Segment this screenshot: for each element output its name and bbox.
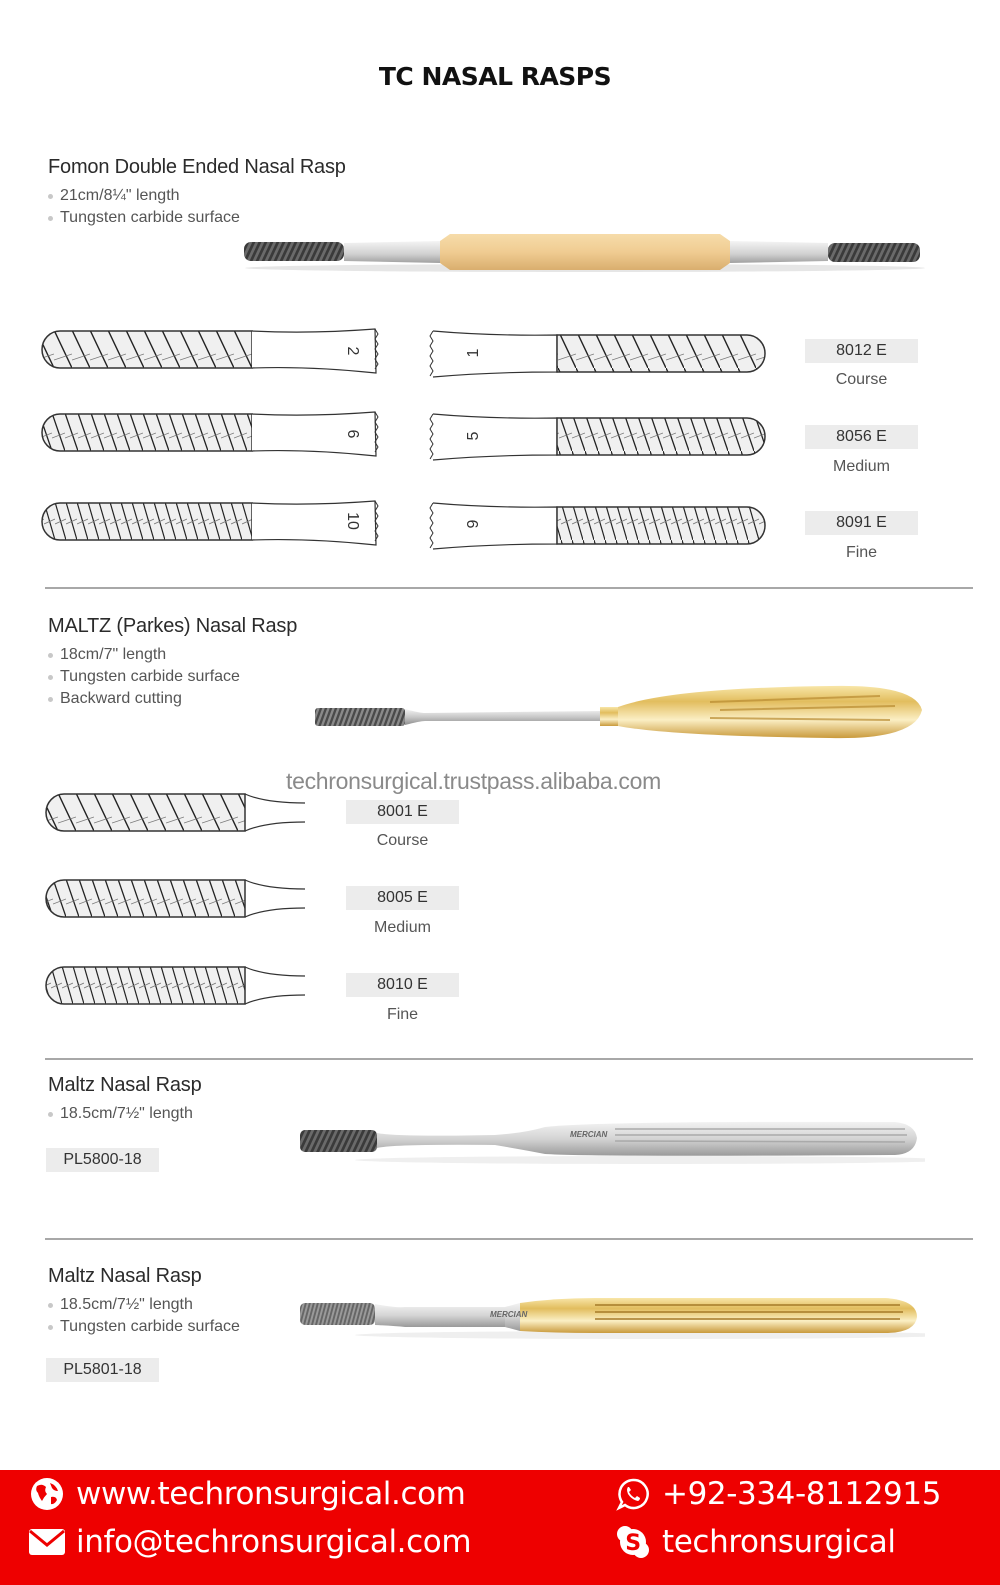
product-title-maltz-parkes: MALTZ (Parkes) Nasal Rasp [48,615,298,637]
svg-text:S: S [625,1531,641,1556]
grade-label: Course [835,371,888,388]
website-text: www.techronsurgical.com [76,1476,466,1512]
section-divider [45,587,973,589]
page-title: TC NASAL RASPS [378,62,612,91]
product-code: PL5800-18 [46,1148,159,1172]
spec-item: Tungsten carbide surface [47,666,240,688]
email-link[interactable] [28,1524,471,1560]
maltz-parkes-tip-drawings [40,790,310,1020]
envelope-icon [28,1524,66,1560]
maltz-steel-rasp-image [295,1120,925,1170]
product-code: 8056 E [805,425,918,449]
product-title-maltz: Maltz Nasal Rasp [48,1074,202,1096]
spec-item: 18.5cm/7½" length [47,1103,193,1125]
grade-label: Course [376,832,429,849]
product-title-maltz-tc: Maltz Nasal Rasp [48,1265,202,1287]
whatsapp-contact[interactable] [614,1476,941,1512]
maltz-tc-spec-list [47,1294,240,1338]
skype-icon [614,1524,652,1560]
brand-mark: MERCIAN [570,1130,608,1139]
grade-label: Medium [833,458,890,475]
contact-footer [0,1470,1000,1585]
spec-item: Backward cutting [47,688,240,710]
spec-item: 18.5cm/7½" length [47,1294,240,1316]
tip-number: 10 [344,512,361,530]
fomon-rasp-image [240,230,930,280]
maltz-parkes-rasp-image [310,680,930,760]
grade-label: Fine [845,544,878,561]
product-code: 8010 E [346,973,459,997]
section-divider [45,1238,973,1240]
product-code: 8012 E [805,339,918,363]
maltz-tc-rasp-image [295,1295,925,1345]
spec-item: Tungsten carbide surface [47,207,240,229]
whatsapp-icon [614,1476,652,1512]
product-code: 8091 E [805,511,918,535]
tip-number: 6 [344,429,361,439]
maltz-parkes-spec-list [47,644,240,710]
tip-number: 9 [465,519,482,529]
product-title-fomon: Fomon Double Ended Nasal Rasp [48,156,346,178]
product-code: PL5801-18 [46,1358,159,1382]
skype-contact[interactable] [614,1524,896,1560]
email-text: info@techronsurgical.com [76,1524,472,1560]
maltz-spec-list [47,1103,193,1125]
website-link[interactable] [28,1476,465,1512]
product-code: 8005 E [346,886,459,910]
spec-item: 18cm/7" length [47,644,240,666]
grade-label: Medium [374,919,431,936]
fomon-spec-list [47,185,240,229]
section-divider [45,1058,973,1060]
tip-number: 5 [465,431,482,441]
phone-text: +92-334-8112915 [662,1476,942,1512]
grade-label: Fine [386,1006,419,1023]
spec-item: Tungsten carbide surface [47,1316,240,1338]
fomon-tip-drawings [0,320,780,550]
spec-item: 21cm/8¼" length [47,185,240,207]
skype-text: techronsurgical [662,1524,896,1560]
tip-number: 1 [465,348,482,358]
tip-number: 2 [344,346,361,356]
globe-icon [28,1476,66,1512]
product-code: 8001 E [346,800,459,824]
watermark-text: techronsurgical.trustpass.alibaba.com [286,768,661,794]
brand-mark: MERCIAN [490,1310,528,1319]
